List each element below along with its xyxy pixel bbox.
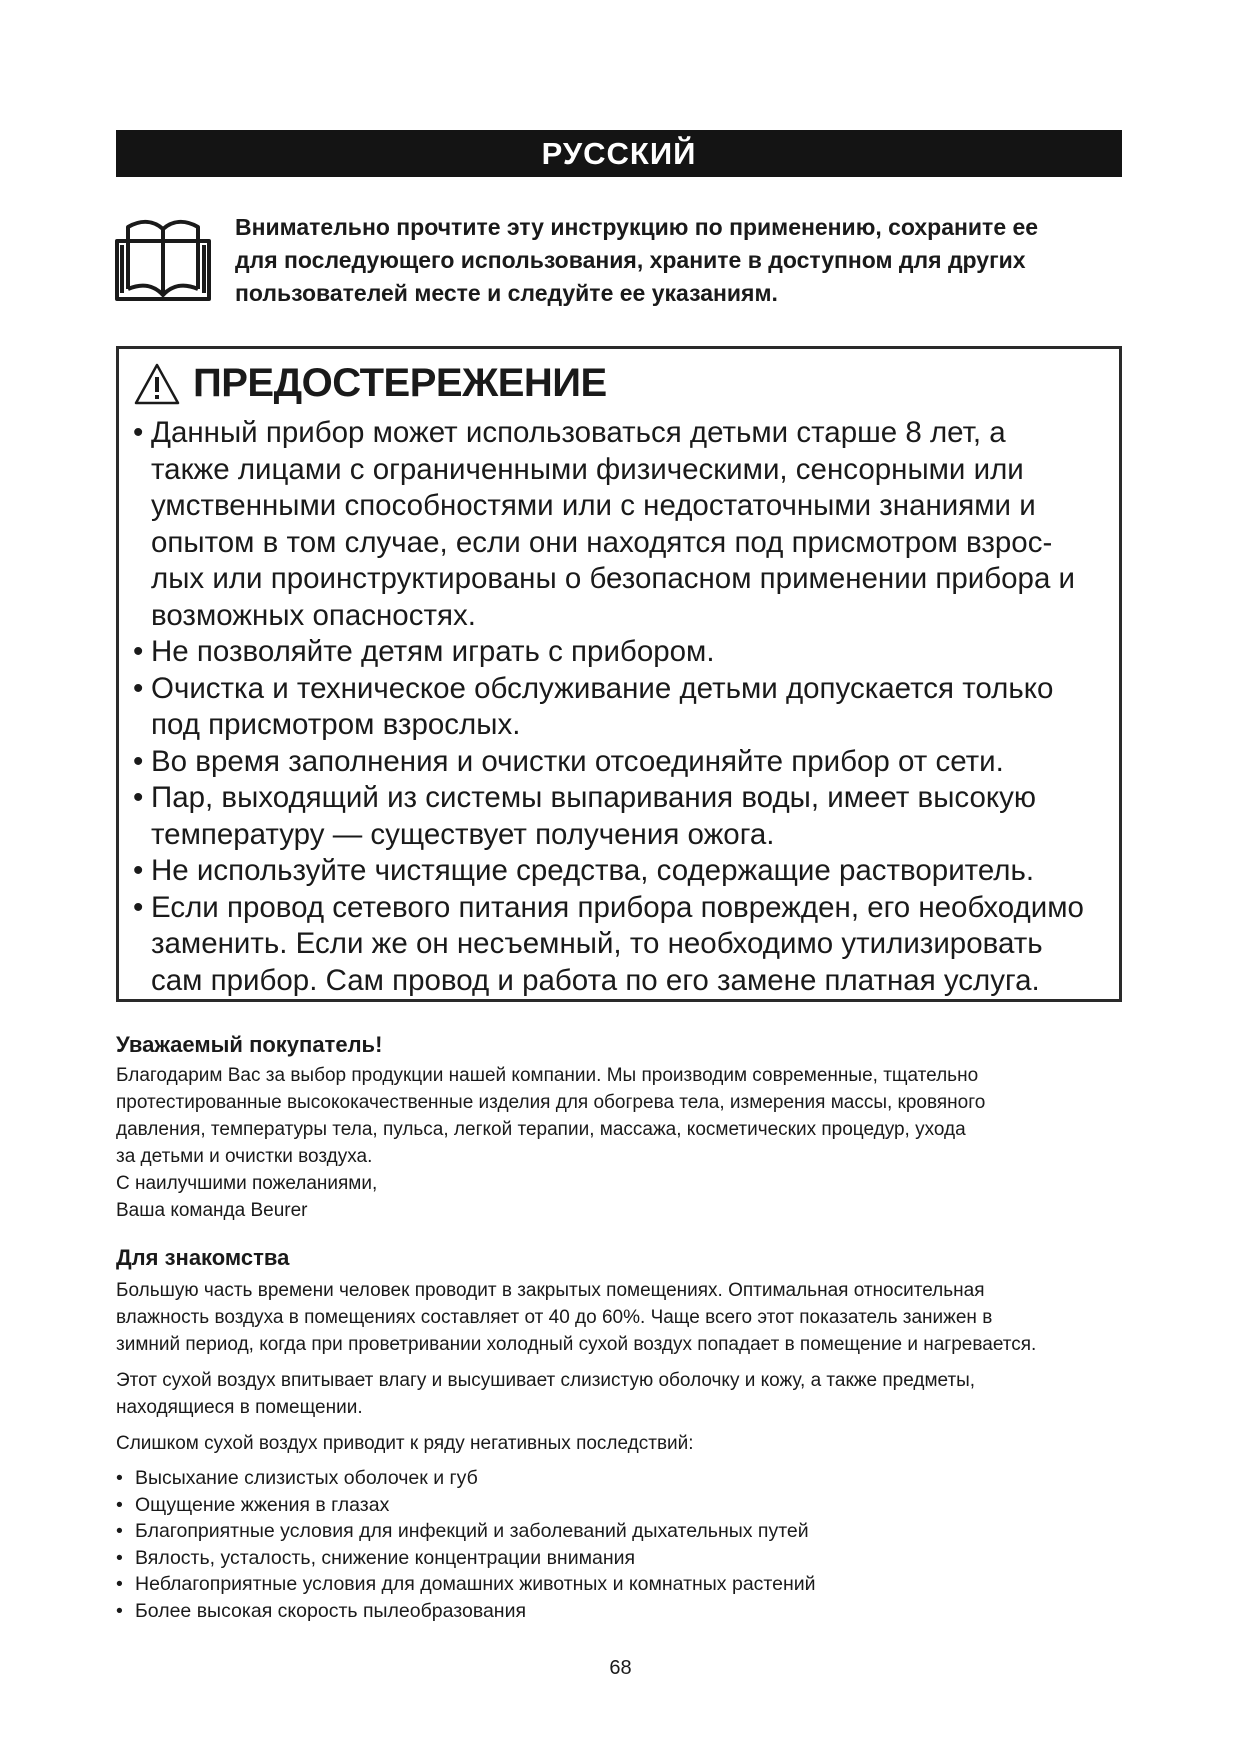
text-line: за детьми и очистки воздуха. (116, 1146, 373, 1167)
language-header (116, 130, 1122, 177)
customer-title: Уважаемый покупатель! (116, 1032, 383, 1057)
warning-item (133, 890, 1113, 1000)
list-item: • Неблагоприятные условия для домашних животных и комнатных растений (116, 1571, 1124, 1598)
book-icon (114, 211, 212, 303)
list-item: • Более высокая скорость пылеобразования (116, 1598, 1124, 1625)
warning-line: • Если провод сетевого питания прибора поврежден, его необходимо (151, 890, 1084, 924)
warning-line: также лицами с ограниченными физическими, сенсорными или (151, 452, 1024, 486)
text-line: влажность воздуха в помещениях составляет от 40 до 60%. Чаще всего этот показатель занижен в (116, 1307, 993, 1328)
text-line: Ваша команда Beurer (116, 1200, 308, 1221)
text-line: давления, температуры тела, пульса, легкой терапии, массажа, косметических процедур, ухода (116, 1119, 966, 1140)
effects-list (116, 1465, 1124, 1624)
text-line: Благодарим Вас за выбор продукции нашей компании. Мы производим современные, тщательно (116, 1065, 979, 1086)
warning-item (133, 671, 1113, 744)
warning-line: • Данный прибор может использоваться детьми старше 8 лет, а (151, 416, 1006, 449)
page-number: 68 (609, 1657, 632, 1679)
warning-line: температуру — существует получения ожога. (151, 817, 775, 851)
warning-item (133, 853, 1113, 890)
list-item: • Высыхание слизистых оболочек и губ (116, 1465, 1124, 1492)
warning-line: • Во время заполнения и очистки отсоединяйте прибор от сети. (151, 744, 1004, 778)
warning-line: опытом в том случае, если они находятся под присмотром взрос- (151, 525, 1053, 559)
intro-line: пользователей месте и следуйте ее указаниям. (235, 280, 778, 306)
text-line: С наилучшими пожеланиями, (116, 1173, 378, 1194)
intro-paragraph-2 (116, 1367, 1124, 1421)
text-line: протестированные высококачественные изделия для обогрева тела, измерения массы, кровяного (116, 1092, 986, 1113)
warning-line: заменить. Если же он несъемный, то необходимо утилизировать (151, 927, 1043, 960)
warning-title: ПРЕДОСТЕРЕЖЕНИЕ (193, 361, 607, 405)
warning-item (133, 415, 1113, 634)
warning-item (133, 634, 1113, 671)
warning-line: • Очистка и техническое обслуживание детьми допускается только (151, 671, 1054, 705)
warning-line: возможных опасностях. (151, 598, 476, 632)
warning-triangle-icon (133, 362, 181, 406)
intro-line: для последующего использования, храните в доступном для других (235, 247, 1026, 273)
intro-notice (235, 211, 1115, 310)
customer-section (116, 1030, 1124, 1224)
intro-paragraph-3: Слишком сухой воздух приводит к ряду негативных последствий: (116, 1433, 694, 1454)
warning-line: лых или проинструктированы о безопасном применении прибора и (151, 562, 1076, 595)
intro-line: Внимательно прочтите эту инструкцию по применению, сохраните ее (235, 214, 1039, 240)
language-title: РУССКИЙ (541, 135, 697, 171)
warning-line: • Не используйте чистящие средства, содержащие растворитель. (151, 854, 1035, 887)
list-item: • Вялость, усталость, снижение концентрации внимания (116, 1545, 1124, 1572)
list-item: • Ощущение жжения в глазах (116, 1492, 1124, 1519)
text-line: находящиеся в помещении. (116, 1397, 363, 1418)
warning-line: умственными способностями или с недостаточными знаниями и (151, 489, 1036, 522)
intro-section (116, 1243, 1124, 1624)
text-line: Этот сухой воздух впитывает влагу и высушивает слизистую оболочку и кожу, а также предметы, (116, 1370, 976, 1391)
text-line: Большую часть времени человек проводит в закрытых помещениях. Оптимальная относительная (116, 1280, 985, 1301)
customer-text (116, 1062, 1124, 1224)
warning-line: под присмотром взрослых. (151, 708, 521, 741)
text-line: зимний период, когда при проветривании холодный сухой воздух попадает в помещение и нагревается. (116, 1334, 1037, 1355)
warning-header (133, 361, 607, 406)
warning-list (133, 415, 1113, 999)
warning-item (133, 780, 1113, 853)
warning-line: сам прибор. Сам провод и работа по его замене платная услуга. (151, 963, 1040, 997)
intro-section-title: Для знакомства (116, 1245, 290, 1270)
warning-box (116, 346, 1122, 1002)
warning-item (133, 744, 1113, 781)
warning-line: • Пар, выходящий из системы выпаривания воды, имеет высокую (151, 781, 1037, 814)
intro-paragraph-1 (116, 1277, 1124, 1358)
list-item: • Благоприятные условия для инфекций и заболеваний дыхательных путей (116, 1518, 1124, 1545)
warning-line: • Не позволяйте детям играть с прибором. (151, 635, 715, 668)
